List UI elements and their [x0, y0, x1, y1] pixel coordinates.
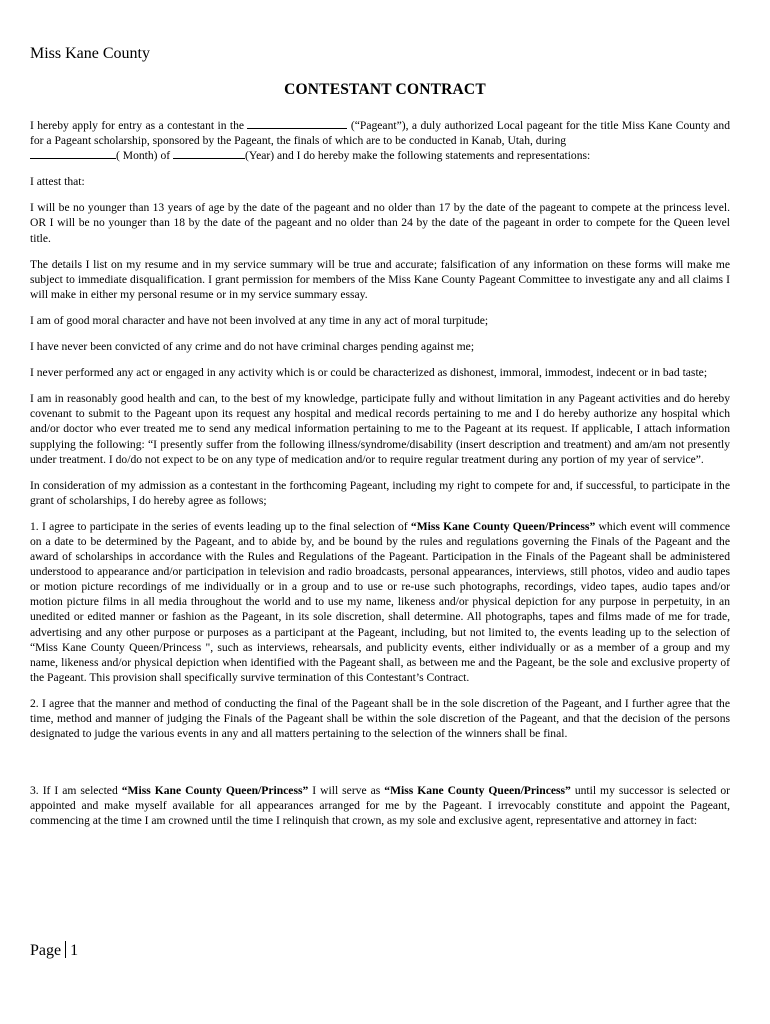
attest-paragraph: I attest that:	[30, 175, 85, 189]
health-paragraph: I am in reasonably good health and can, to the best of my knowledge, participate fully and without limitation in any Pageant activities and do hereby covenant to submit to the Pageant upon its request any hospital and medical records pertaining to me and I do hereby authorize any hospital which and/or doctor who ever treated me to send any medical information pertaining to me to the Pageant at its request. If applicable, I attach information supplying the following: “I presently suffer from the following illness/syndrome/disability (insert description and treatment) and am/am not presently under treatment. I do/do not expect to be on any type of medication and/or to require regular treatment during any portion of my year of service”.	[30, 392, 730, 466]
page-separator	[65, 941, 66, 958]
month-blank[interactable]	[30, 148, 116, 159]
item-2-paragraph: 2. I agree that the manner and method of conducting the final of the Pageant shall be in the sole discretion of the Pageant, and I further agree that the time, method and manner of judging the Finals of the Pageant shall be within the sole discretion of the Pageant, and that the decision of the persons designated to judge the various events in any and all matters pertaining to the selection of the winners shall be final.	[30, 696, 730, 741]
consideration-paragraph: In consideration of my admission as a contestant in the forthcoming Pageant, including my right to compete for and, if successful, to participate in the grant of scholarships, I do hereby agree as follows;	[30, 478, 730, 507]
age-paragraph: I will be no younger than 13 years of age by the date of the pageant and no older than 17 by the date of the pageant to compete at the princess level. OR I will be no younger than 18 by the date of the pageant and no older than 24 by the date of the pageant in order to compete for the Queen level title.	[30, 201, 730, 245]
acts-paragraph: I never performed any act or engaged in any activity which is or could be characterized as dishonest, immoral, immodest, indecent or in bad taste;	[30, 366, 708, 380]
item-3-title-2: “Miss Kane County Queen/Princess”	[384, 784, 571, 798]
page-title: CONTESTANT CONTRACT	[284, 81, 486, 98]
item-1-title: “Miss Kane County Queen/Princess”	[410, 519, 596, 533]
pageant-name-blank[interactable]	[247, 118, 347, 129]
details-paragraph: The details I list on my resume and in my service summary will be true and accurate; falsification of any information on these forms will make me subject to immediate disqualification. I grant permission for members of the Miss Kane County Pageant Committee to investigate any and all claims I will make in either my personal resume or in my service summary essay.	[30, 257, 730, 301]
year-blank[interactable]	[173, 148, 245, 159]
intro-text-2: (“Pageant”), a duly authorized Local pageant for the title Miss Kane County and for a Pageant scholarship, sponsored by the Pageant, the finals of which are to be conducted in Kanab, Utah, during	[30, 119, 731, 148]
item-1-pre: 1. I agree to participate in the series of events leading up to the final selection of	[30, 519, 408, 533]
item-1-paragraph	[30, 519, 730, 685]
intro-paragraph	[30, 118, 730, 163]
item-3-title-1: “Miss Kane County Queen/Princess”	[121, 784, 309, 798]
page-footer	[30, 941, 78, 960]
intro-text-4: (Year) and I do hereby make the following statements and representations:	[245, 149, 591, 163]
intro-text-1: I hereby apply for entry as a contestant in the	[30, 119, 245, 132]
item-3-paragraph	[30, 783, 730, 828]
intro-text-3: ( Month) of	[116, 149, 171, 163]
document-header: Miss Kane County	[30, 45, 150, 62]
item-3-mid: I will serve as	[312, 784, 381, 798]
page-number: 1	[70, 942, 79, 959]
crime-paragraph: I have never been convicted of any crime and do not have criminal charges pending against me;	[30, 340, 475, 354]
item-3-pre: 3. If I am selected	[30, 784, 118, 798]
item-3-post: until my successor is selected or appointed and make myself available for all appearances arranged for me by the Pageant. I irrevocably constitute and appoint the Pageant, commencing at the time I am crowned until the time I relinquish that crown, as my sole and exclusive agent, representative and attorney in fact:	[30, 784, 730, 828]
moral-paragraph: I am of good moral character and have not been involved at any time in any act of moral turpitude;	[30, 313, 489, 327]
item-1-post: which event will commence on a date to be determined by the Pageant, and to abide by, and be bound by the rules and regulations governing the Finals of the Pageant and the award of scholarships in accordance with the Rules and Regulations of the Pageant. Participation in the Finals of the Pageant shall be administered understood to appearance and/or participation in television and radio broadcasts, personal appearances, interviews, still photos, video and audio tapes or motion picture recordings of me individually or in a group and to use or re-use such photographs, recordings, video tapes, audio tapes and/or motion picture films in all media throughout the world and to use my name, likeness and/or physical depiction for any purpose in perpetuity, in an unedited or edited manner or fashion as the Pageant, in its sole discretion, shall determine. All photographs, tapes and films made of me for trade, advertising and any other purpose or purposes as a participant at the Pageant, including, but not limited to, the events leading up to the selection of “Miss Kane County Queen/Princess ", such as interviews, rehearsals, and publicity events, either individually or as a member of a group and my name, likeness and/or physical depiction when identified with the Pageant shall, as between me and the Pageant, be the sole and exclusive property of the Pageant. This provision shall specifically survive termination of this Contestant’s Contract.	[30, 519, 730, 684]
page-label: Page	[30, 942, 62, 959]
contract-body	[30, 118, 730, 839]
